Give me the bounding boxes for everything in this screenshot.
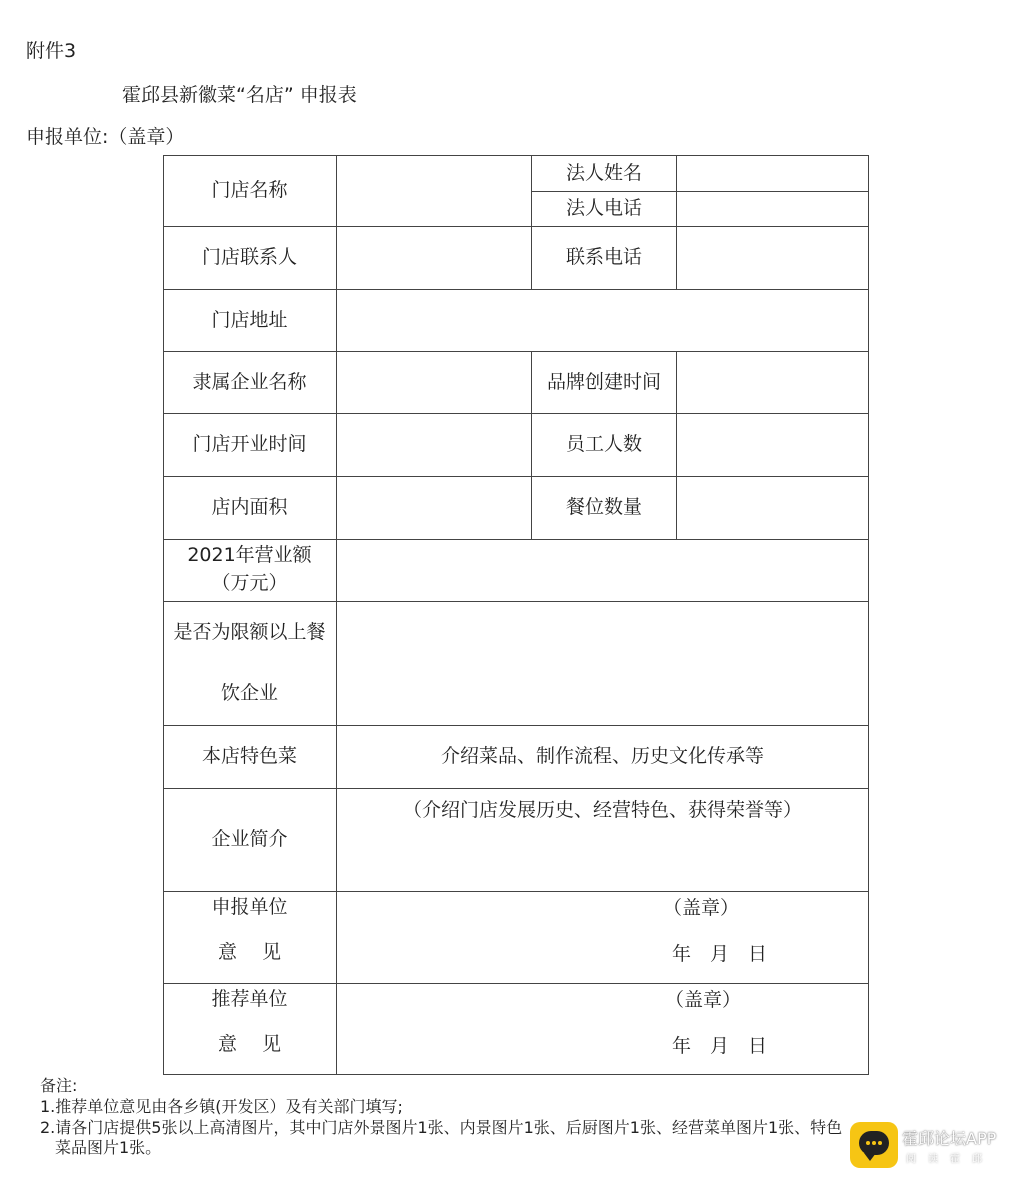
note-item: 1.推荐单位意见由各乡镇(开发区）及有关部门填写; <box>40 1096 403 1116</box>
label-store-name: 门店名称 <box>211 179 288 202</box>
table-border-bottom <box>163 1074 869 1075</box>
label-contact-phone: 联系电话 <box>565 246 642 269</box>
label-area: 店内面积 <box>211 496 288 519</box>
attachment-label: 附件3 <box>26 40 77 62</box>
label-profile: 企业简介 <box>211 828 288 851</box>
label-above-limit <box>163 601 336 725</box>
label-specialty: 本店特色菜 <box>201 745 297 768</box>
app-logo <box>850 1122 898 1168</box>
chat-bubble-icon <box>859 1131 889 1155</box>
label-above-limit-line2: 饮企业 <box>220 682 278 704</box>
label-recommender-opinion <box>163 983 336 1074</box>
label-revenue-line1: 2021年营业额 <box>187 544 312 567</box>
label-applicant-opinion-line1: 申报单位 <box>211 896 288 918</box>
label-brand-time: 品牌创建时间 <box>546 370 661 393</box>
note-item: 菜品图片1张。 <box>55 1138 162 1158</box>
applicant-date: 年 月 日 <box>672 943 768 965</box>
notes <box>40 1076 842 1159</box>
table-line <box>676 351 677 539</box>
table-line <box>676 155 677 289</box>
table-border-right <box>868 155 869 1075</box>
label-recommender-opinion-line2: 意 见 <box>217 1033 282 1055</box>
label-open-time: 门店开业时间 <box>192 433 307 456</box>
form-title: 霍邱县新徽菜“名店” 申报表 <box>122 84 357 106</box>
label-seats: 餐位数量 <box>565 496 642 519</box>
label-applicant-opinion <box>163 891 336 983</box>
label-revenue-line2: （万元） <box>211 572 288 594</box>
recommender-seal: （盖章） <box>665 989 742 1011</box>
profile-hint: （介绍门店发展历史、经营特色、获得荣誉等） <box>402 799 802 821</box>
label-address: 门店地址 <box>211 308 288 331</box>
label-revenue <box>163 539 336 601</box>
recommender-date: 年 月 日 <box>672 1035 768 1057</box>
label-applicant-opinion-line2: 意 见 <box>217 941 282 963</box>
applicant-seal: （盖章） <box>663 897 740 919</box>
notes-heading: 备注: <box>40 1076 78 1095</box>
label-legal-name: 法人姓名 <box>565 161 642 184</box>
label-above-limit-line1: 是否为限额以上餐 <box>173 621 326 643</box>
watermark-name: 霍邱论坛APP <box>902 1129 997 1148</box>
label-staff-count: 员工人数 <box>565 433 642 456</box>
label-legal-phone: 法人电话 <box>565 197 642 220</box>
application-table <box>163 155 869 1075</box>
label-company-name: 隶属企业名称 <box>192 370 307 393</box>
note-item: 2.请各门店提供5张以上高清图片，其中门店外景图片1张、内景图片1张、后厨图片1张、经营菜单图片1张、特色 <box>40 1117 843 1137</box>
applicant-unit-line: 申报单位:（盖章） <box>26 126 185 148</box>
specialty-hint: 介绍菜品、制作流程、历史文化传承等 <box>440 745 764 768</box>
label-contact-person: 门店联系人 <box>201 246 297 269</box>
watermark-subtitle: 阅读霍邱 <box>906 1154 994 1165</box>
label-recommender-opinion-line1: 推荐单位 <box>211 988 288 1010</box>
table-line <box>336 155 337 1075</box>
